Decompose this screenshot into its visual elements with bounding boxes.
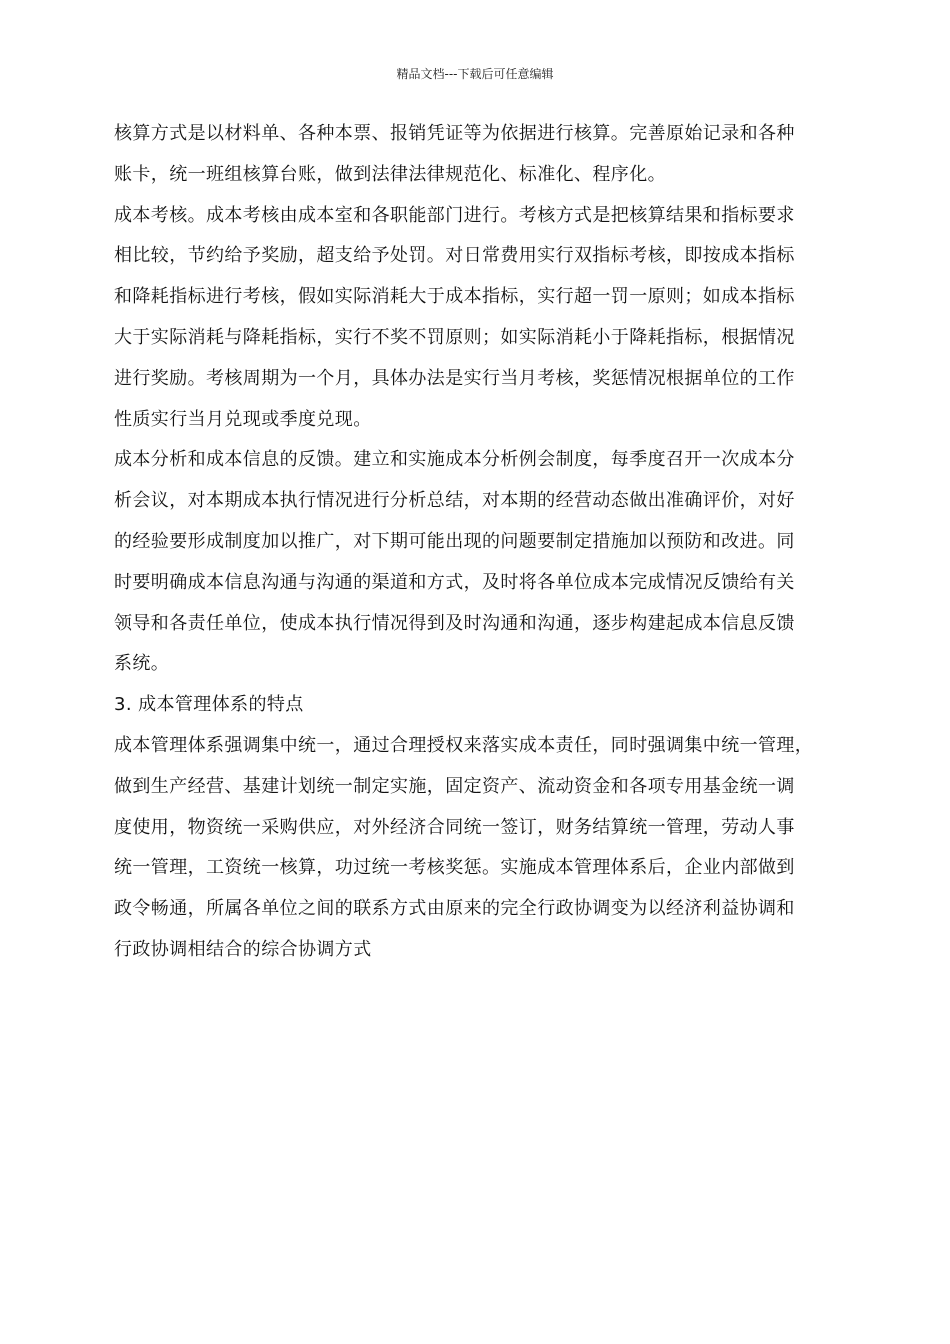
- text-line: 性质实行当月兑现或季度兑现。: [114, 408, 372, 430]
- paragraph-accounting-method: [114, 114, 858, 196]
- text-line: 和降耗指标进行考核，假如实际消耗大于成本指标，实行超一罚一原则；如成本指标: [114, 286, 795, 308]
- text-line: 政令畅通，所属各单位之间的联系方式由原来的完全行政协调变为以经济利益协调和: [114, 898, 795, 920]
- text-line: 度使用，物资统一采购供应，对外经济合同统一签订，财务结算统一管理，劳动人事: [114, 816, 795, 838]
- text-line: 析会议，对本期成本执行情况进行分析总结，对本期的经营动态做出准确评价，对好: [114, 490, 795, 512]
- text-line: 大于实际消耗与降耗指标，实行不奖不罚原则；如实际消耗小于降耗指标，根据情况: [114, 326, 795, 348]
- paragraph-cost-analysis-feedback: [114, 440, 858, 685]
- text-line: 成本分析和成本信息的反馈。建立和实施成本分析例会制度，每季度召开一次成本分: [114, 449, 795, 471]
- text-line: 领导和各责任单位，使成本执行情况得到及时沟通和沟通，逐步构建起成本信息反馈: [114, 612, 795, 634]
- paragraph-system-features: [114, 726, 858, 971]
- text-line: 系统。: [114, 653, 170, 675]
- text-line: 成本管理体系强调集中统一，通过合理授权来落实成本责任，同时强调集中统一管理，: [114, 734, 814, 756]
- text-line: 进行奖励。考核周期为一个月，具体办法是实行当月考核，奖惩情况根据单位的工作: [114, 367, 795, 389]
- section-heading: 3. 成本管理体系的特点: [114, 694, 304, 716]
- text-line: 行政协调相结合的综合协调方式: [114, 938, 372, 960]
- text-line: 的经验要形成制度加以推广，对下期可能出现的问题要制定措施加以预防和改进。同: [114, 530, 795, 552]
- text-line: 相比较，节约给予奖励，超支给予处罚。对日常费用实行双指标考核，即按成本指标: [114, 245, 795, 267]
- text-line: 做到生产经营、基建计划统一制定实施，固定资产、流动资金和各项专用基金统一调: [114, 775, 795, 797]
- text-line: 账卡，统一班组核算台账，做到法律法律规范化、标准化、程序化。: [114, 163, 666, 185]
- text-line: 核算方式是以材料单、各种本票、报销凭证等为依据进行核算。完善原始记录和各种: [114, 123, 795, 144]
- text-line: 时要明确成本信息沟通与沟通的渠道和方式，及时将各单位成本完成情况反馈给有关: [114, 571, 795, 593]
- text-line: 成本考核。成本考核由成本室和各职能部门进行。考核方式是把核算结果和指标要求: [114, 204, 795, 226]
- text-line: 统一管理，工资统一核算，功过统一考核奖惩。实施成本管理体系后，企业内部做到: [114, 857, 795, 879]
- paragraph-cost-assessment: [114, 196, 858, 441]
- document-body: [114, 114, 858, 971]
- page-header: 精品文档---下载后可任意编辑: [396, 67, 554, 81]
